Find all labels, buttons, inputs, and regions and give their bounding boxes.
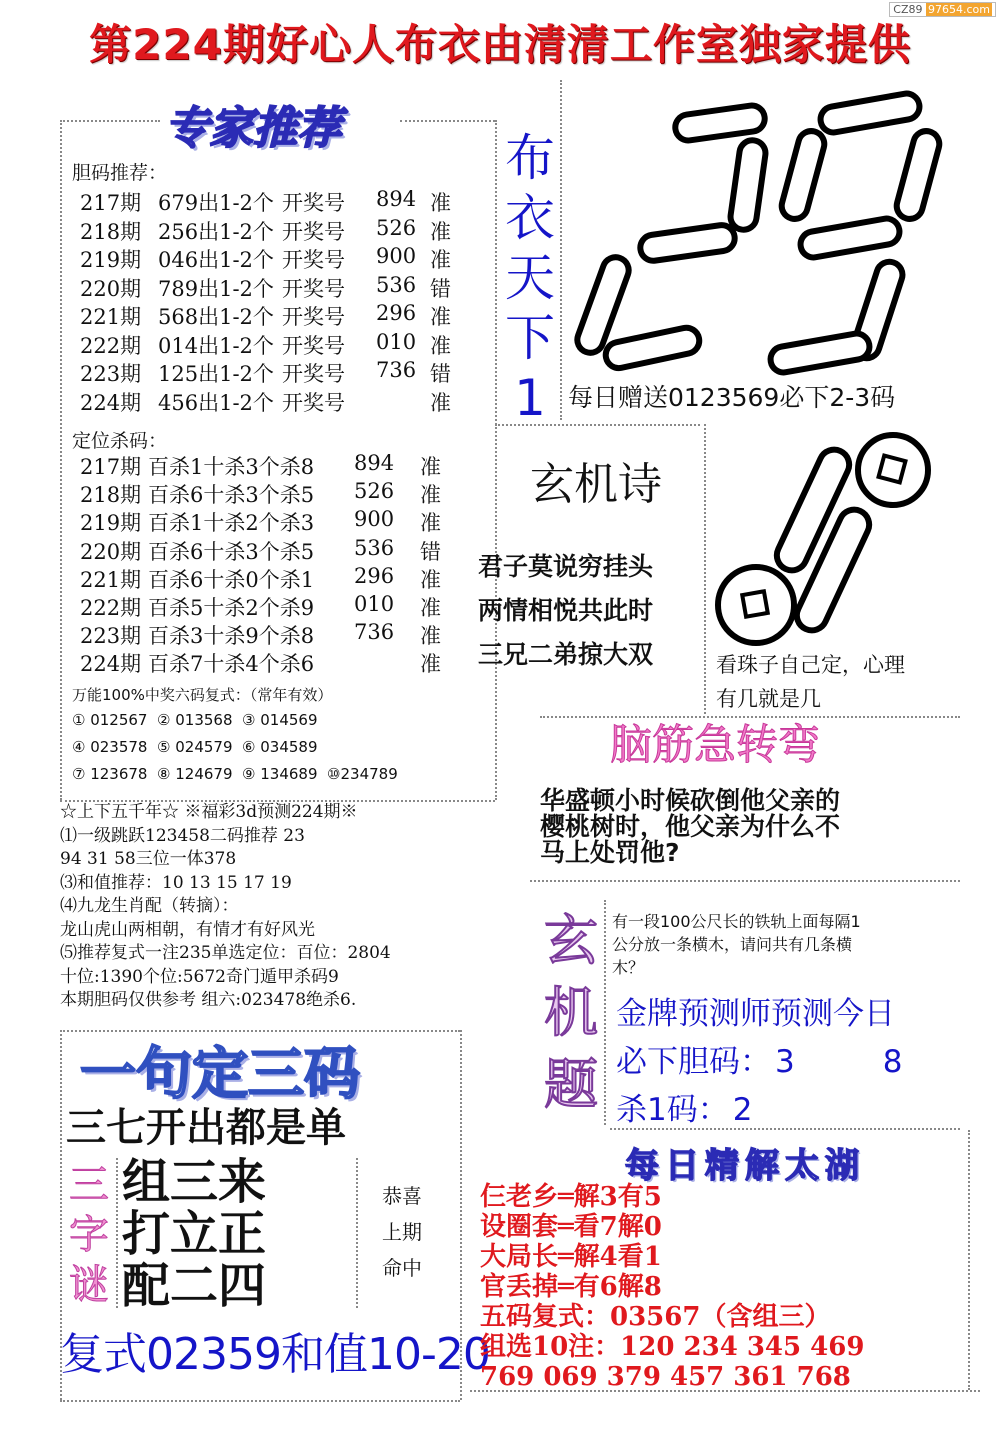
riddle-hit	[382, 1178, 422, 1286]
kill-verdict: 准	[420, 455, 441, 479]
dan-verdict: 准	[430, 219, 451, 244]
puzzle-side-char: 玄	[544, 909, 598, 972]
dan-issue: 223期	[80, 362, 142, 386]
kill-result: 736	[354, 620, 395, 645]
buyi-number: 1	[514, 369, 546, 427]
kill-label: 定位杀码：	[72, 430, 168, 452]
watermark-code: CZ89	[893, 3, 923, 16]
kill-verdict: 准	[420, 624, 441, 649]
riddle-side-char: 字	[69, 1212, 109, 1258]
puzzle-side-char: 机	[544, 981, 598, 1044]
kill-verdict: 准	[420, 596, 441, 620]
kill-result: 900	[354, 507, 395, 532]
dan-label: 开奖号	[282, 305, 345, 329]
dan-pick: 014出1-2个	[158, 333, 274, 358]
history-line: ⑴一级跳跃123458二码推荐 23	[60, 825, 305, 846]
six-code-line: ① 012567 ② 013568 ③ 014569	[72, 711, 318, 729]
coins-sticks-icon	[708, 425, 953, 650]
poem-note-line: 看珠子自己定，心理	[716, 653, 905, 677]
kill-kill: 百杀6十杀3个杀5	[148, 539, 315, 564]
kill-issue: 222期	[80, 596, 142, 620]
riddle-side	[64, 1160, 114, 1310]
dan-result: 894	[376, 187, 417, 211]
dan-pick: 679出1-2个	[158, 191, 274, 215]
poem-note	[716, 648, 905, 716]
divider	[610, 1128, 960, 1130]
one-line-heading: 一句定三码	[80, 1042, 360, 1107]
history-line: 本期胆码仅供参考 组六:023478绝杀6.	[60, 990, 357, 1010]
dan-label: 胆码推荐：	[72, 162, 168, 184]
divider	[116, 1158, 118, 1308]
kill-issue: 217期	[80, 455, 142, 479]
taihu-line: 设圈套═看7解0	[480, 1212, 662, 1242]
kill-kill: 百杀6十杀3个杀5	[148, 483, 315, 508]
dan-label: 开奖号	[282, 362, 345, 386]
poem-lines	[478, 545, 653, 677]
riddle-hit-line: 上期	[382, 1220, 422, 1244]
taihu-line: 五码复式：03567（含组三）	[480, 1302, 831, 1332]
riddle-hit-line: 恭喜	[382, 1184, 422, 1208]
dan-issue: 220期	[80, 276, 142, 301]
kill-result: 536	[354, 535, 395, 560]
gold-line1: 金牌预测师预测今日	[616, 996, 895, 1032]
watermark-site: 97654.com	[928, 3, 990, 16]
dan-pick: 789出1-2个	[158, 276, 274, 301]
kill-verdict: 准	[420, 567, 441, 592]
dan-result: 536	[376, 272, 417, 297]
puzzle-side-char: 题	[544, 1053, 598, 1116]
dan-pick: 125出1-2个	[158, 362, 274, 386]
kill-result: 526	[354, 479, 395, 504]
riddle-line: 配二四	[122, 1258, 267, 1314]
divider	[530, 880, 960, 882]
dan-pick: 456出1-2个	[158, 390, 274, 415]
dan-issue: 222期	[80, 333, 142, 358]
history-line: 94 31 58三位一体378	[60, 849, 237, 869]
kill-verdict: 错	[420, 539, 441, 564]
gold-kill-label: 杀1码：	[616, 1092, 729, 1128]
dan-verdict: 错	[430, 276, 451, 301]
poem-line: 两情相悦共此时	[478, 596, 654, 625]
divider	[60, 1400, 460, 1402]
puzzle-line: 木？	[612, 958, 645, 977]
gold-dan-a: 3	[775, 1044, 795, 1080]
taihu-line: 组选10注：120 234 345 469	[480, 1332, 865, 1362]
puzzle-side	[536, 905, 606, 1121]
kill-issue: 224期	[80, 652, 142, 677]
riddle-lines	[122, 1156, 266, 1312]
kill-issue: 220期	[80, 539, 142, 564]
buyi-char: 衣	[505, 189, 555, 247]
divider	[968, 1130, 970, 1390]
dan-verdict: 错	[430, 362, 451, 386]
digit-29-icon	[565, 90, 965, 380]
taihu-line: 769 069 379 457 361 768	[480, 1362, 851, 1392]
riddle-side-char: 三	[69, 1162, 109, 1208]
gold-dan	[616, 1036, 902, 1081]
poem-line: 三兄二弟掠大双	[478, 640, 654, 669]
puzzle-text	[612, 910, 861, 979]
dan-verdict: 准	[430, 390, 451, 415]
watermark	[889, 2, 996, 17]
one-line-phrase: 三七开出都是单	[66, 1105, 346, 1151]
divider	[60, 120, 160, 122]
dan-label: 开奖号	[282, 390, 345, 415]
combo-text: 复式02359和值10-20	[60, 1329, 490, 1380]
kill-issue: 219期	[80, 511, 142, 536]
kill-result: 894	[354, 451, 395, 475]
brain-question	[540, 788, 840, 866]
buyi-char: 布	[505, 129, 555, 187]
dan-pick: 256出1-2个	[158, 219, 274, 244]
dan-pick: 046出1-2个	[158, 248, 274, 272]
kill-kill: 百杀5十杀2个杀9	[148, 596, 315, 620]
divider	[604, 900, 606, 1125]
dan-label: 开奖号	[282, 276, 345, 301]
divider	[560, 80, 562, 420]
history-line: ⑶和值推荐：10 13 15 17 19	[60, 872, 292, 893]
history-line: ⑸推荐复式一注235单选定位：百位：2804	[60, 943, 391, 963]
divider	[400, 120, 495, 122]
history-line: 十位:1390个位:5672奇门遁甲杀码9	[60, 966, 339, 987]
poem-note-line: 有几就是几	[716, 687, 821, 711]
dan-label: 开奖号	[282, 333, 345, 358]
dan-issue: 219期	[80, 248, 142, 272]
divider	[704, 424, 706, 714]
puzzle-line: 公分放一条横木，请问共有几条横	[612, 935, 853, 954]
riddle-line: 打立正	[122, 1206, 267, 1262]
brain-line: 樱桃树时，他父亲为什么不	[540, 812, 841, 841]
kill-kill: 百杀1十杀3个杀8	[148, 455, 315, 479]
dan-label: 开奖号	[282, 219, 345, 244]
buyi-char: 天	[505, 249, 555, 307]
dan-pick: 568出1-2个	[158, 305, 274, 329]
taihu-heading: 每日精解太湖	[625, 1146, 865, 1186]
kill-verdict: 准	[420, 483, 441, 508]
gold-dan-label: 必下胆码：	[616, 1044, 771, 1080]
taihu-line: 仨老乡═解3有5	[480, 1182, 662, 1212]
dan-issue: 221期	[80, 305, 142, 329]
brain-line: 华盛顿小时候砍倒他父亲的	[540, 786, 841, 815]
gold-kill-value: 2	[732, 1092, 753, 1128]
kill-issue: 221期	[80, 567, 142, 592]
kill-verdict: 准	[420, 652, 441, 677]
kill-kill: 百杀1十杀2个杀3	[148, 511, 315, 536]
dan-issue: 224期	[80, 390, 142, 415]
riddle-hit-line: 命中	[382, 1256, 422, 1280]
dan-result: 526	[376, 215, 417, 240]
brain-line: 马上处罚他?	[540, 838, 680, 867]
kill-kill: 百杀6十杀0个杀1	[148, 567, 315, 592]
history-line: ⑷九龙生肖配（转摘）：	[60, 896, 239, 916]
brain-heading: 脑筋急转弯	[610, 720, 821, 769]
daily-gift: 每日赠送0123569必下2-3码	[568, 383, 896, 412]
buyi-vertical	[500, 128, 560, 428]
dan-verdict: 准	[430, 333, 451, 358]
divider	[60, 120, 62, 800]
expert-heading: 专家推荐	[165, 103, 341, 154]
dan-issue: 218期	[80, 219, 142, 244]
dan-verdict: 准	[430, 191, 451, 215]
six-code-line: ④ 023578 ⑤ 024579 ⑥ 034589	[72, 738, 318, 756]
poem-line: 君子莫说穷挂头	[478, 552, 654, 581]
riddle-line: 组三来	[122, 1154, 267, 1210]
dan-result: 736	[376, 358, 417, 382]
kill-kill: 百杀3十杀9个杀8	[148, 624, 315, 649]
puzzle-line: 有一段100公尺长的铁轨上面每隔1	[612, 912, 861, 931]
six-code-line: ⑦ 123678 ⑧ 124679 ⑨ 134689 ⑩234789	[72, 765, 398, 783]
kill-result: 010	[354, 592, 395, 616]
taihu-lines	[480, 1182, 864, 1392]
kill-result: 296	[354, 563, 395, 588]
poem-heading: 玄机诗	[530, 459, 662, 510]
kill-issue: 218期	[80, 483, 142, 508]
history-line: ☆上下五千年☆ ※福彩3d预测224期※	[60, 802, 358, 822]
buyi-char: 下	[505, 309, 555, 367]
taihu-line: 大局长═解4看1	[480, 1242, 662, 1272]
dan-verdict: 准	[430, 248, 451, 272]
dan-label: 开奖号	[282, 248, 345, 272]
gold-dan-b: 8	[882, 1044, 903, 1080]
taihu-line: 官丢掉═有6解8	[480, 1272, 662, 1302]
dan-result: 296	[376, 301, 417, 325]
kill-kill: 百杀7十杀4个杀6	[148, 652, 315, 677]
page-title: 第224期好心人布衣由清清工作室独家提供	[89, 20, 911, 69]
dan-result: 900	[376, 244, 417, 268]
history-line: 龙山虎山两相朝，有情才有好风光	[60, 919, 315, 940]
dan-issue: 217期	[80, 191, 142, 215]
kill-verdict: 准	[420, 511, 441, 536]
kill-issue: 223期	[80, 624, 142, 649]
six-code-label: 万能100%中奖六码复式：（常年有效）	[72, 686, 333, 704]
divider	[495, 120, 497, 800]
dan-result: 010	[376, 329, 417, 354]
dan-verdict: 准	[430, 305, 451, 329]
gold-kill	[616, 1084, 752, 1129]
divider	[356, 1158, 358, 1308]
dan-label: 开奖号	[282, 191, 345, 215]
divider	[470, 1390, 980, 1392]
riddle-side-char: 谜	[69, 1262, 109, 1308]
